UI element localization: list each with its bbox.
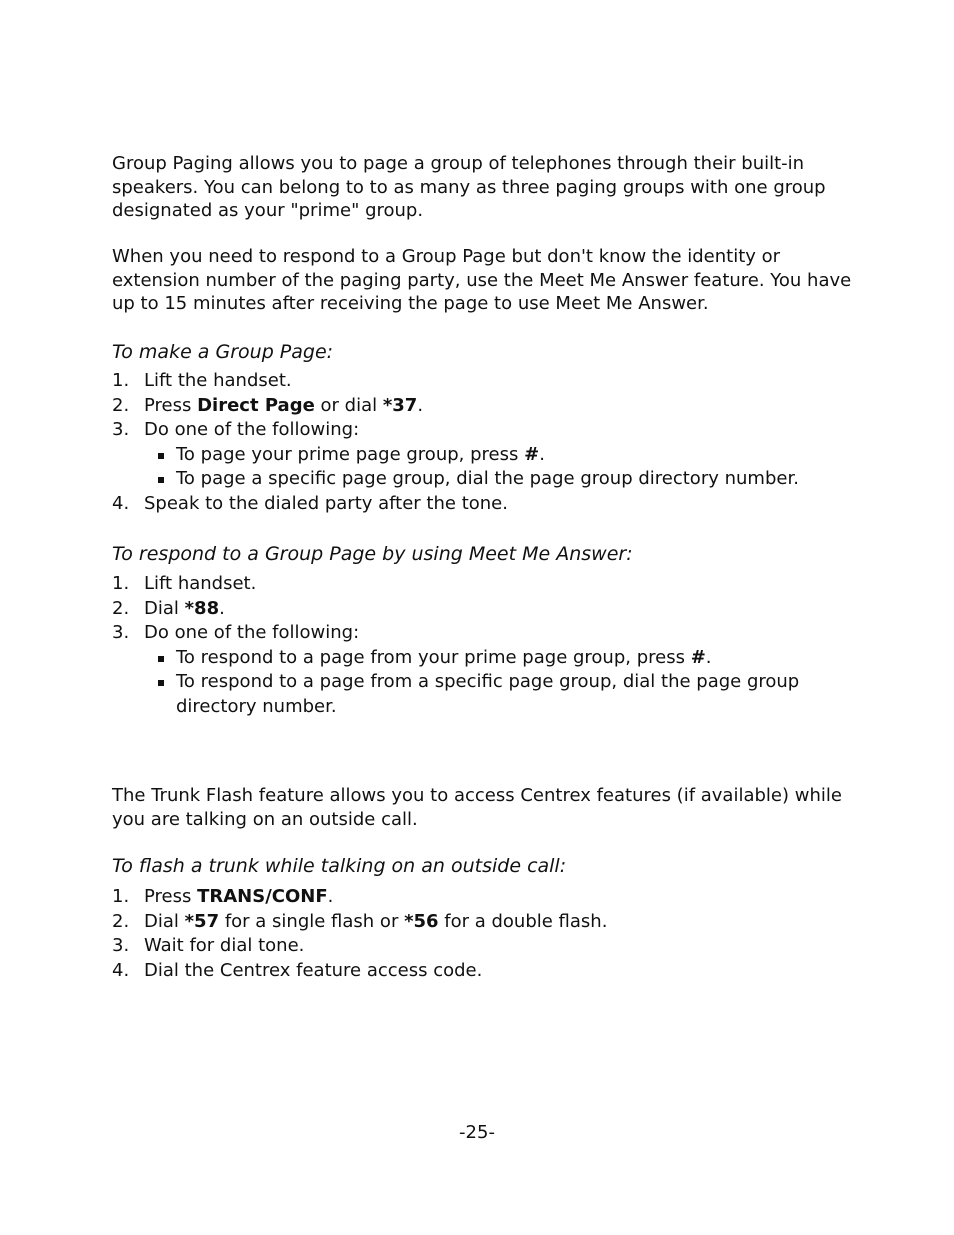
list-item xyxy=(112,394,852,419)
key-label: TRANS/CONF xyxy=(197,886,328,907)
list-item xyxy=(112,621,852,719)
group-paging-intro: Group Paging allows you to page a group of telephones through their built-in speakers. You can belong to to as many as three paging groups with one group designated as your "prime" group. xyxy=(112,153,826,221)
square-bullet-icon xyxy=(158,477,164,483)
step-text: . xyxy=(327,886,334,907)
bullet-item xyxy=(144,467,852,492)
step-text: Press xyxy=(144,886,198,907)
step-text: Do one of the following: xyxy=(144,622,360,643)
step-number: 1. xyxy=(112,886,130,907)
step-text: Do one of the following: xyxy=(144,419,360,440)
step-number: 3. xyxy=(112,935,130,956)
list-item xyxy=(112,959,852,984)
dial-code: *37 xyxy=(382,394,418,416)
key-label: # xyxy=(524,443,540,465)
step-text: Dial xyxy=(144,910,185,932)
step-text: . xyxy=(417,394,424,416)
meet-me-intro: When you need to respond to a Group Page but don't know the identity or extension number of the paging party, use the Meet Me Answer feature. You have up to 15 minutes after receiving the page to use Meet Me Answer. xyxy=(112,246,852,314)
step-number: 2. xyxy=(112,394,130,416)
list-item xyxy=(112,418,852,492)
list-item xyxy=(112,492,852,517)
list-item xyxy=(112,572,852,597)
step-text: Press xyxy=(144,394,198,416)
step-number: 2. xyxy=(112,597,130,619)
square-bullet-icon xyxy=(158,680,164,686)
list-item xyxy=(112,934,852,959)
sub-list xyxy=(144,646,852,720)
trunk-flash-steps xyxy=(112,885,852,983)
square-bullet-icon xyxy=(158,453,164,459)
make-group-page-steps xyxy=(112,369,852,516)
page-number: -25- xyxy=(459,1122,495,1143)
step-text: To respond to a page from a specific page group, dial the page group directory number. xyxy=(176,671,800,717)
trunk-flash-intro: The Trunk Flash feature allows you to access Centrex features (if available) while you are talking on an outside call. xyxy=(112,785,842,830)
step-number: 3. xyxy=(112,622,130,643)
step-number: 4. xyxy=(112,492,130,514)
square-bullet-icon xyxy=(158,656,164,662)
step-text: Dial the Centrex feature access code. xyxy=(144,959,483,981)
list-item xyxy=(112,369,852,394)
bullet-item xyxy=(144,443,852,468)
dial-code: *57 xyxy=(184,910,220,932)
list-item xyxy=(112,885,852,910)
step-text: To respond to a page from your prime page group, press xyxy=(176,646,691,668)
step-text: Wait for dial tone. xyxy=(144,935,305,956)
step-text: To page a specific page group, dial the page group directory number. xyxy=(176,468,799,489)
step-text: Dial xyxy=(144,597,185,619)
step-text: Speak to the dialed party after the tone. xyxy=(144,492,508,514)
step-number: 2. xyxy=(112,910,130,932)
step-number: 1. xyxy=(112,573,130,594)
step-text: or dial xyxy=(314,394,383,416)
step-number: 3. xyxy=(112,419,130,440)
step-text: Lift handset. xyxy=(144,573,257,594)
bullet-item xyxy=(144,646,852,671)
make-group-page-heading: To make a Group Page: xyxy=(112,341,334,363)
key-label: Direct Page xyxy=(197,394,315,416)
key-label: # xyxy=(690,646,706,668)
dial-code: *88 xyxy=(184,597,220,619)
dial-code: *56 xyxy=(404,910,439,932)
trunk-flash-heading: To flash a trunk while talking on an outside call: xyxy=(112,855,567,877)
step-text: . xyxy=(219,597,225,619)
step-text: for a double flash. xyxy=(438,910,608,932)
sub-list xyxy=(144,443,852,492)
step-text: Lift the handset. xyxy=(144,370,292,391)
list-item xyxy=(112,597,852,622)
respond-group-page-steps xyxy=(112,572,852,719)
step-text: for a single flash or xyxy=(219,910,405,932)
step-number: 4. xyxy=(112,959,130,981)
step-text: . xyxy=(539,443,545,465)
respond-group-page-heading: To respond to a Group Page by using Meet Me Answer: xyxy=(112,543,633,565)
list-item xyxy=(112,910,852,935)
bullet-item xyxy=(144,670,852,719)
step-number: 1. xyxy=(112,370,130,391)
step-text: . xyxy=(705,646,712,668)
step-text: To page your prime page group, press xyxy=(176,443,525,465)
